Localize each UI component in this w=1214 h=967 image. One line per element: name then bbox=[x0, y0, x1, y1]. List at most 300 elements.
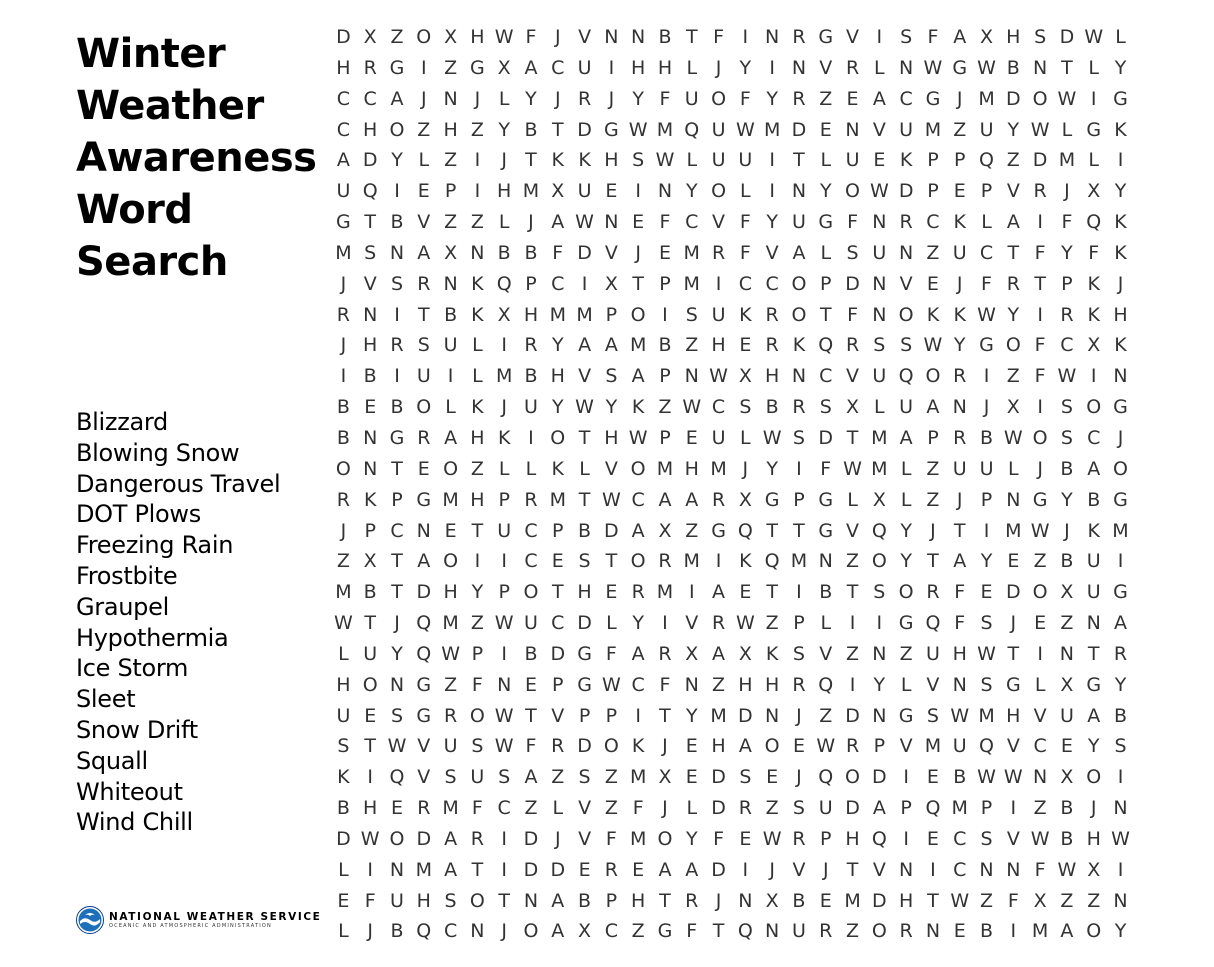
grid-letter[interactable]: O bbox=[362, 673, 378, 696]
grid-letter[interactable]: I bbox=[394, 303, 400, 326]
grid-letter[interactable]: T bbox=[766, 581, 778, 604]
grid-letter[interactable]: L bbox=[874, 56, 885, 79]
grid-letter[interactable]: V bbox=[712, 211, 726, 234]
grid-letter[interactable]: E bbox=[953, 180, 966, 203]
grid-letter[interactable]: G bbox=[1113, 488, 1128, 511]
grid-letter[interactable]: Z bbox=[631, 920, 645, 943]
grid-letter[interactable]: J bbox=[1010, 612, 1017, 635]
grid-letter[interactable]: Z bbox=[953, 118, 967, 141]
grid-letter[interactable]: Z bbox=[444, 673, 458, 696]
grid-letter[interactable]: O bbox=[657, 827, 673, 850]
grid-letter[interactable]: Z bbox=[819, 87, 833, 110]
grid-letter[interactable]: U bbox=[524, 612, 538, 635]
grid-letter[interactable]: D bbox=[711, 858, 726, 881]
grid-letter[interactable]: B bbox=[524, 642, 538, 665]
grid-letter[interactable]: C bbox=[336, 118, 351, 141]
grid-letter[interactable]: X bbox=[363, 26, 377, 48]
grid-letter[interactable]: M bbox=[1112, 519, 1129, 542]
grid-letter[interactable]: R bbox=[1060, 303, 1074, 326]
grid-letter[interactable]: R bbox=[658, 550, 672, 573]
grid-letter[interactable]: L bbox=[338, 920, 349, 943]
grid-letter[interactable]: C bbox=[443, 920, 458, 943]
grid-letter[interactable]: Z bbox=[1006, 365, 1020, 388]
grid-letter[interactable]: C bbox=[926, 211, 940, 234]
grid-letter[interactable]: J bbox=[1064, 180, 1070, 203]
grid-letter[interactable]: K bbox=[1114, 211, 1127, 234]
grid-letter[interactable]: N bbox=[416, 519, 431, 542]
grid-letter[interactable]: A bbox=[1006, 211, 1020, 234]
grid-letter[interactable]: M bbox=[683, 241, 700, 264]
grid-letter[interactable]: Z bbox=[1087, 889, 1101, 912]
grid-letter[interactable]: Q bbox=[925, 612, 941, 635]
grid-letter[interactable]: F bbox=[739, 87, 751, 110]
grid-letter[interactable]: X bbox=[578, 920, 592, 943]
grid-letter[interactable]: E bbox=[658, 241, 671, 264]
grid-letter[interactable]: J bbox=[983, 396, 990, 419]
grid-letter[interactable]: D bbox=[550, 858, 566, 881]
grid-letter[interactable]: N bbox=[389, 241, 405, 264]
grid-letter[interactable]: O bbox=[630, 457, 646, 480]
grid-letter[interactable]: L bbox=[820, 241, 832, 264]
grid-letter[interactable]: N bbox=[470, 241, 485, 264]
grid-letter[interactable]: S bbox=[900, 26, 913, 48]
grid-letter[interactable]: C bbox=[1033, 735, 1047, 758]
grid-letter[interactable]: N bbox=[872, 642, 887, 665]
grid-letter[interactable]: P bbox=[873, 735, 886, 758]
grid-letter[interactable]: S bbox=[819, 396, 832, 419]
grid-letter[interactable]: S bbox=[471, 735, 484, 758]
grid-letter[interactable]: H bbox=[470, 426, 485, 449]
grid-letter[interactable]: T bbox=[1007, 241, 1020, 264]
grid-letter[interactable]: B bbox=[578, 519, 592, 542]
grid-letter[interactable]: A bbox=[1087, 704, 1101, 727]
grid-letter[interactable]: X bbox=[1060, 766, 1074, 789]
grid-letter[interactable]: U bbox=[390, 889, 404, 912]
grid-letter[interactable]: W bbox=[360, 827, 380, 850]
grid-letter[interactable]: C bbox=[551, 56, 565, 79]
grid-letter[interactable]: U bbox=[845, 149, 860, 172]
grid-letter[interactable]: S bbox=[792, 642, 805, 665]
grid-letter[interactable]: W bbox=[950, 889, 970, 912]
grid-letter[interactable]: J bbox=[930, 519, 936, 542]
grid-letter[interactable]: X bbox=[1033, 889, 1047, 912]
grid-letter[interactable]: J bbox=[394, 612, 400, 635]
grid-letter[interactable]: N bbox=[899, 241, 914, 264]
grid-letter[interactable]: M bbox=[629, 334, 647, 357]
grid-letter[interactable]: F bbox=[659, 673, 671, 696]
grid-letter[interactable]: I bbox=[1117, 550, 1124, 573]
grid-letter[interactable]: S bbox=[578, 550, 591, 573]
grid-letter[interactable]: L bbox=[445, 396, 456, 419]
grid-letter[interactable]: A bbox=[738, 735, 752, 758]
grid-letter[interactable]: F bbox=[632, 797, 644, 820]
grid-letter[interactable]: Z bbox=[712, 673, 726, 696]
grid-letter[interactable]: I bbox=[501, 334, 507, 357]
grid-letter[interactable]: R bbox=[926, 581, 940, 604]
grid-letter[interactable]: C bbox=[390, 519, 404, 542]
grid-letter[interactable]: X bbox=[1087, 180, 1101, 203]
grid-letter[interactable]: E bbox=[551, 550, 564, 573]
grid-letter[interactable]: P bbox=[980, 797, 993, 820]
grid-letter[interactable]: M bbox=[576, 303, 593, 326]
grid-letter[interactable]: K bbox=[551, 457, 564, 480]
grid-letter[interactable]: Z bbox=[980, 889, 994, 912]
grid-letter[interactable]: X bbox=[765, 889, 779, 912]
grid-letter[interactable]: V bbox=[417, 211, 431, 234]
grid-letter[interactable]: K bbox=[1114, 334, 1127, 357]
grid-letter[interactable]: R bbox=[738, 797, 752, 820]
grid-letter[interactable]: F bbox=[552, 241, 564, 264]
grid-letter[interactable]: T bbox=[793, 519, 805, 542]
grid-letter[interactable]: V bbox=[1006, 735, 1020, 758]
grid-letter[interactable]: I bbox=[769, 56, 775, 79]
grid-letter[interactable]: P bbox=[605, 704, 618, 727]
grid-letter[interactable]: A bbox=[578, 334, 592, 357]
grid-letter[interactable]: M bbox=[978, 87, 995, 110]
grid-letter[interactable]: B bbox=[658, 26, 672, 48]
grid-letter[interactable]: K bbox=[471, 303, 484, 326]
grid-letter[interactable]: P bbox=[498, 581, 510, 604]
grid-letter[interactable]: P bbox=[471, 642, 484, 665]
grid-letter[interactable]: E bbox=[685, 426, 698, 449]
grid-letter[interactable]: Y bbox=[685, 180, 698, 203]
grid-letter[interactable]: N bbox=[363, 426, 378, 449]
grid-letter[interactable]: B bbox=[390, 211, 404, 234]
grid-letter[interactable]: U bbox=[1059, 704, 1074, 727]
grid-letter[interactable]: V bbox=[685, 612, 699, 635]
grid-letter[interactable]: D bbox=[845, 797, 860, 820]
grid-letter[interactable]: L bbox=[686, 797, 698, 820]
grid-letter[interactable]: F bbox=[1034, 858, 1046, 881]
grid-letter[interactable]: R bbox=[363, 56, 377, 79]
grid-letter[interactable]: W bbox=[1057, 858, 1077, 881]
grid-letter[interactable]: S bbox=[444, 889, 457, 912]
grid-letter[interactable]: T bbox=[927, 550, 939, 573]
grid-letter[interactable]: E bbox=[873, 149, 886, 172]
grid-letter[interactable]: H bbox=[765, 365, 780, 388]
grid-letter[interactable]: G bbox=[898, 612, 914, 635]
grid-letter[interactable]: X bbox=[738, 488, 752, 511]
grid-letter[interactable]: Z bbox=[846, 642, 860, 665]
grid-letter[interactable]: Y bbox=[391, 642, 403, 665]
grid-letter[interactable]: N bbox=[604, 26, 619, 48]
grid-letter[interactable]: H bbox=[550, 365, 565, 388]
grid-letter[interactable]: R bbox=[658, 642, 672, 665]
grid-letter[interactable]: R bbox=[845, 334, 860, 357]
grid-letter[interactable]: O bbox=[845, 766, 861, 789]
grid-letter[interactable]: Q bbox=[416, 612, 432, 635]
grid-letter[interactable]: I bbox=[340, 365, 347, 388]
grid-letter[interactable]: W bbox=[1057, 87, 1077, 110]
grid-letter[interactable]: Q bbox=[898, 365, 914, 388]
grid-letter[interactable]: V bbox=[846, 519, 860, 542]
grid-letter[interactable]: G bbox=[711, 519, 726, 542]
grid-letter[interactable]: E bbox=[524, 673, 537, 696]
grid-letter[interactable]: F bbox=[739, 211, 751, 234]
grid-letter[interactable]: G bbox=[818, 211, 834, 234]
grid-letter[interactable]: I bbox=[1010, 797, 1017, 820]
grid-letter[interactable]: M bbox=[335, 241, 352, 264]
grid-letter[interactable]: W bbox=[494, 735, 514, 758]
grid-letter[interactable]: K bbox=[631, 735, 645, 758]
grid-letter[interactable]: M bbox=[549, 488, 566, 511]
grid-letter[interactable]: P bbox=[927, 149, 939, 172]
grid-letter[interactable]: R bbox=[577, 87, 592, 110]
grid-letter[interactable]: Y bbox=[1061, 488, 1073, 511]
grid-letter[interactable]: V bbox=[578, 365, 592, 388]
grid-letter[interactable]: S bbox=[980, 827, 993, 850]
grid-letter[interactable]: C bbox=[631, 488, 645, 511]
grid-letter[interactable]: U bbox=[979, 457, 994, 480]
grid-letter[interactable]: V bbox=[819, 642, 833, 665]
grid-letter[interactable]: M bbox=[871, 457, 888, 480]
grid-letter[interactable]: U bbox=[711, 118, 726, 141]
grid-letter[interactable]: C bbox=[551, 612, 565, 635]
grid-letter[interactable]: J bbox=[554, 827, 561, 850]
grid-letter[interactable]: L bbox=[981, 211, 992, 234]
grid-letter[interactable]: C bbox=[819, 365, 833, 388]
grid-letter[interactable]: M bbox=[1058, 149, 1076, 172]
grid-letter[interactable]: N bbox=[872, 704, 887, 727]
grid-letter[interactable]: P bbox=[927, 180, 939, 203]
grid-letter[interactable]: Y bbox=[900, 550, 912, 573]
grid-letter[interactable]: B bbox=[336, 797, 350, 820]
grid-letter[interactable]: T bbox=[927, 889, 939, 912]
grid-letter[interactable]: D bbox=[1006, 581, 1021, 604]
grid-letter[interactable]: N bbox=[872, 303, 887, 326]
grid-letter[interactable]: X bbox=[1060, 581, 1074, 604]
grid-letter[interactable]: P bbox=[793, 488, 805, 511]
grid-letter[interactable]: H bbox=[711, 735, 726, 758]
grid-letter[interactable]: J bbox=[662, 735, 668, 758]
grid-letter[interactable]: T bbox=[819, 303, 832, 326]
grid-letter[interactable]: Y bbox=[980, 550, 993, 573]
grid-letter[interactable]: K bbox=[1087, 519, 1100, 542]
grid-letter[interactable]: P bbox=[578, 704, 591, 727]
grid-letter[interactable]: X bbox=[658, 519, 672, 542]
grid-letter[interactable]: I bbox=[742, 26, 749, 48]
grid-letter[interactable]: W bbox=[628, 426, 648, 449]
grid-letter[interactable]: O bbox=[603, 735, 619, 758]
grid-letter[interactable]: H bbox=[470, 488, 485, 511]
grid-letter[interactable]: Z bbox=[417, 118, 431, 141]
grid-letter[interactable]: K bbox=[899, 149, 913, 172]
grid-letter[interactable]: M bbox=[415, 858, 432, 881]
grid-letter[interactable]: Z bbox=[685, 519, 699, 542]
grid-letter[interactable]: N bbox=[684, 673, 699, 696]
grid-letter[interactable]: Z bbox=[658, 396, 672, 419]
grid-letter[interactable]: M bbox=[629, 766, 647, 789]
grid-letter[interactable]: C bbox=[497, 797, 511, 820]
grid-letter[interactable]: I bbox=[581, 272, 588, 295]
grid-letter[interactable]: G bbox=[416, 704, 432, 727]
grid-letter[interactable]: H bbox=[765, 673, 780, 696]
grid-letter[interactable]: L bbox=[1088, 56, 1099, 79]
grid-letter[interactable]: T bbox=[953, 519, 966, 542]
grid-letter[interactable]: F bbox=[847, 211, 858, 234]
grid-letter[interactable]: T bbox=[471, 519, 484, 542]
grid-letter[interactable]: Q bbox=[764, 550, 780, 573]
grid-letter[interactable]: F bbox=[659, 211, 671, 234]
grid-letter[interactable]: B bbox=[658, 334, 672, 357]
grid-letter[interactable]: P bbox=[605, 303, 618, 326]
grid-letter[interactable]: D bbox=[523, 827, 539, 850]
grid-letter[interactable]: W bbox=[709, 365, 728, 388]
grid-letter[interactable]: P bbox=[659, 426, 671, 449]
grid-letter[interactable]: Y bbox=[1114, 920, 1127, 943]
grid-letter[interactable]: O bbox=[1005, 334, 1021, 357]
grid-letter[interactable]: V bbox=[363, 272, 377, 295]
grid-letter[interactable]: J bbox=[501, 920, 507, 943]
grid-letter[interactable]: Z bbox=[765, 612, 779, 635]
grid-letter[interactable]: D bbox=[872, 766, 887, 789]
grid-letter[interactable]: C bbox=[953, 858, 967, 881]
grid-letter[interactable]: R bbox=[417, 426, 431, 449]
grid-letter[interactable]: V bbox=[417, 766, 431, 789]
grid-letter[interactable]: S bbox=[364, 241, 377, 264]
grid-letter[interactable]: I bbox=[1117, 766, 1124, 789]
grid-letter[interactable]: C bbox=[551, 272, 565, 295]
grid-letter[interactable]: Y bbox=[471, 581, 484, 604]
grid-letter[interactable]: Y bbox=[1114, 673, 1127, 696]
grid-letter[interactable]: O bbox=[1032, 426, 1048, 449]
grid-letter[interactable]: Q bbox=[1086, 211, 1102, 234]
grid-letter[interactable]: P bbox=[552, 673, 564, 696]
grid-letter[interactable]: R bbox=[1033, 180, 1047, 203]
grid-letter[interactable]: P bbox=[953, 149, 966, 172]
grid-letter[interactable]: D bbox=[791, 118, 807, 141]
grid-letter[interactable]: T bbox=[846, 581, 859, 604]
grid-letter[interactable]: T bbox=[578, 488, 591, 511]
grid-letter[interactable]: S bbox=[1114, 735, 1127, 758]
grid-letter[interactable]: R bbox=[792, 673, 806, 696]
grid-letter[interactable]: F bbox=[525, 735, 537, 758]
grid-letter[interactable]: O bbox=[1086, 396, 1102, 419]
grid-letter[interactable]: D bbox=[416, 581, 432, 604]
grid-letter[interactable]: W bbox=[1003, 766, 1023, 789]
grid-letter[interactable]: K bbox=[363, 488, 377, 511]
grid-letter[interactable]: B bbox=[336, 426, 350, 449]
grid-letter[interactable]: T bbox=[525, 704, 537, 727]
grid-letter[interactable]: R bbox=[470, 827, 484, 850]
grid-letter[interactable]: Q bbox=[871, 827, 887, 850]
grid-letter[interactable]: U bbox=[925, 642, 940, 665]
grid-letter[interactable]: Y bbox=[873, 673, 886, 696]
grid-letter[interactable]: E bbox=[792, 735, 805, 758]
grid-letter[interactable]: T bbox=[578, 426, 591, 449]
grid-letter[interactable]: K bbox=[739, 550, 752, 573]
grid-letter[interactable]: J bbox=[822, 858, 829, 881]
grid-letter[interactable]: T bbox=[712, 920, 725, 943]
grid-letter[interactable]: I bbox=[474, 149, 481, 172]
grid-letter[interactable]: U bbox=[952, 241, 967, 264]
grid-letter[interactable]: I bbox=[742, 858, 749, 881]
grid-letter[interactable]: G bbox=[389, 426, 405, 449]
grid-letter[interactable]: L bbox=[1088, 149, 1099, 172]
grid-letter[interactable]: G bbox=[470, 56, 485, 79]
grid-letter[interactable]: I bbox=[474, 180, 481, 203]
grid-letter[interactable]: U bbox=[711, 149, 726, 172]
grid-letter[interactable]: W bbox=[923, 56, 943, 79]
grid-letter[interactable]: T bbox=[793, 149, 805, 172]
grid-letter[interactable]: W bbox=[977, 766, 996, 789]
grid-letter[interactable]: W bbox=[1057, 365, 1077, 388]
grid-letter[interactable]: N bbox=[765, 920, 780, 943]
grid-letter[interactable]: E bbox=[364, 396, 377, 419]
grid-letter[interactable]: O bbox=[443, 457, 459, 480]
grid-letter[interactable]: P bbox=[980, 488, 993, 511]
grid-letter[interactable]: M bbox=[871, 426, 888, 449]
grid-letter[interactable]: L bbox=[525, 457, 537, 480]
grid-letter[interactable]: B bbox=[765, 396, 779, 419]
grid-letter[interactable]: M bbox=[549, 303, 566, 326]
grid-letter[interactable]: F bbox=[820, 457, 832, 480]
grid-letter[interactable]: U bbox=[979, 118, 994, 141]
grid-letter[interactable]: J bbox=[501, 149, 507, 172]
grid-letter[interactable]: O bbox=[416, 26, 432, 48]
grid-letter[interactable]: I bbox=[983, 519, 990, 542]
grid-letter[interactable]: T bbox=[364, 211, 376, 234]
grid-letter[interactable]: F bbox=[927, 26, 939, 48]
grid-letter[interactable]: W bbox=[441, 642, 460, 665]
grid-letter[interactable]: J bbox=[340, 519, 347, 542]
grid-letter[interactable]: K bbox=[497, 426, 511, 449]
grid-letter[interactable]: M bbox=[924, 735, 942, 758]
grid-letter[interactable]: P bbox=[444, 180, 457, 203]
grid-letter[interactable]: L bbox=[472, 334, 483, 357]
grid-letter[interactable]: I bbox=[1090, 87, 1097, 110]
grid-letter[interactable]: Y bbox=[632, 612, 644, 635]
grid-letter[interactable]: N bbox=[791, 365, 807, 388]
grid-letter[interactable]: B bbox=[524, 118, 538, 141]
grid-letter[interactable]: W bbox=[1084, 26, 1104, 48]
grid-letter[interactable]: J bbox=[554, 87, 561, 110]
grid-letter[interactable]: T bbox=[846, 426, 859, 449]
grid-letter[interactable]: O bbox=[711, 180, 727, 203]
grid-letter[interactable]: E bbox=[364, 704, 377, 727]
grid-letter[interactable]: T bbox=[551, 581, 564, 604]
grid-letter[interactable]: Z bbox=[1060, 612, 1074, 635]
grid-letter[interactable]: U bbox=[336, 180, 351, 203]
grid-letter[interactable]: I bbox=[528, 426, 534, 449]
grid-letter[interactable]: C bbox=[336, 87, 351, 110]
grid-letter[interactable]: Y bbox=[632, 87, 644, 110]
grid-letter[interactable]: W bbox=[1030, 118, 1050, 141]
grid-letter[interactable]: W bbox=[334, 612, 353, 635]
grid-letter[interactable]: Y bbox=[498, 118, 510, 141]
grid-letter[interactable]: J bbox=[1037, 457, 1043, 480]
grid-letter[interactable]: B bbox=[578, 889, 592, 912]
grid-letter[interactable]: B bbox=[819, 581, 833, 604]
grid-letter[interactable]: N bbox=[443, 87, 458, 110]
grid-letter[interactable]: L bbox=[874, 396, 885, 419]
grid-letter[interactable]: H bbox=[1006, 704, 1021, 727]
grid-letter[interactable]: K bbox=[578, 149, 591, 172]
grid-letter[interactable]: U bbox=[336, 704, 351, 727]
grid-letter[interactable]: S bbox=[846, 241, 859, 264]
grid-letter[interactable]: Z bbox=[470, 118, 484, 141]
grid-letter[interactable]: F bbox=[605, 827, 617, 850]
grid-letter[interactable]: T bbox=[417, 303, 430, 326]
grid-letter[interactable]: Z bbox=[470, 612, 484, 635]
grid-letter[interactable]: J bbox=[340, 334, 347, 357]
grid-letter[interactable]: U bbox=[711, 303, 726, 326]
grid-letter[interactable]: C bbox=[765, 272, 779, 295]
grid-letter[interactable]: G bbox=[1113, 396, 1128, 419]
grid-letter[interactable]: X bbox=[604, 272, 618, 295]
grid-letter[interactable]: S bbox=[739, 766, 752, 789]
grid-letter[interactable]: N bbox=[389, 673, 405, 696]
